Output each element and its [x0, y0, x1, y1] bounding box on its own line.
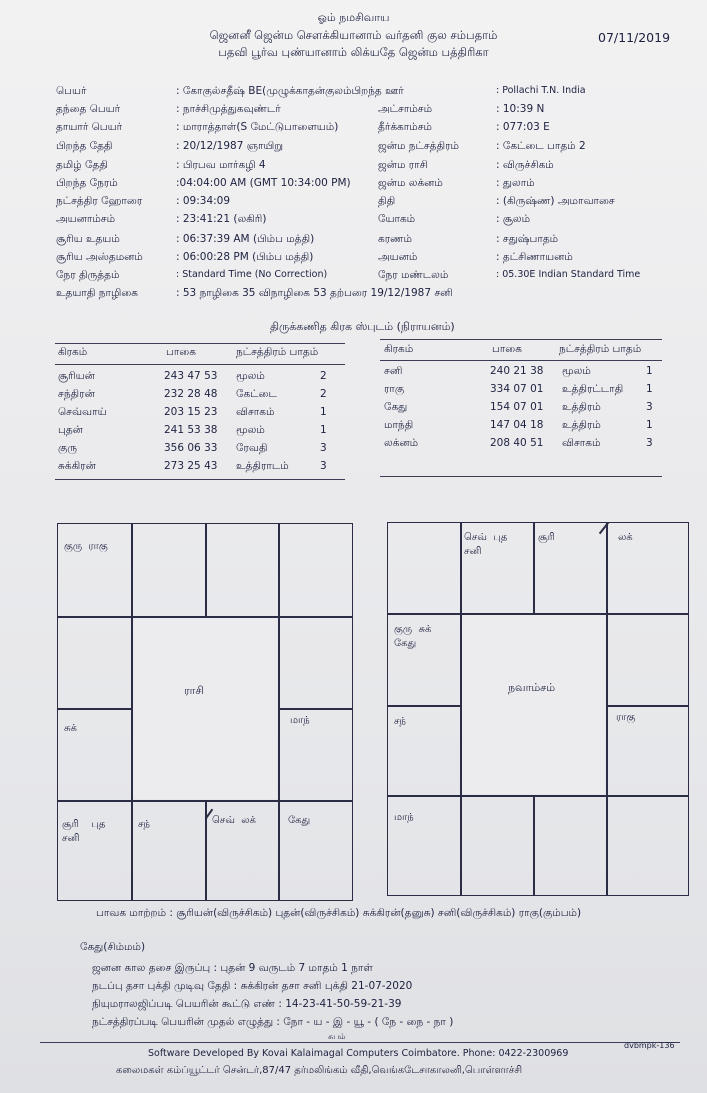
bhava-change-line: பாவக மாற்றம் : சூரியன்(விருச்சிகம்) புதன்(விருச்சிகம்) சுக்கிரன்(தனுசு) சனி(விருச்சிகம்) ராகு(கும்பம்) — [96, 907, 582, 919]
detail-value: : 06:37:39 AM (பிம்ப மத்தி) — [176, 233, 315, 245]
planet-pada: 3 — [320, 460, 327, 472]
detail-value: : மாராத்தாள்(S மேட்டுபாளையம்) — [176, 121, 339, 133]
col-star-pada: நட்சத்திரம் பாதம் — [236, 346, 319, 358]
detail-label: தாயார் பெயர் — [56, 121, 123, 133]
planet-degree: 243 47 53 — [164, 370, 218, 382]
header-verse-1: ஜெனனீ ஜென்ம சௌக்கியானாம் வர்தனி குல சம்பதாம் — [209, 28, 498, 42]
rasi-house-bottom-3: செவ் லக் — [212, 815, 256, 826]
navamsa-house-left-1: குரு சுக் கேது — [394, 624, 432, 649]
planet-pada: 1 — [646, 365, 653, 377]
detail-label: பெயர் — [56, 85, 87, 97]
detail-value: : 23:41:21 (லகிரி) — [176, 213, 267, 225]
detail-value-right: : விருச்சிகம் — [496, 159, 554, 171]
bhava-change-line-2: கேது(சிம்மம்) — [80, 941, 146, 953]
col-planet: கிரகம் — [58, 346, 88, 358]
table-row — [58, 370, 348, 386]
detail-value: : நாச்சிமுத்துகவுண்டர் — [176, 103, 281, 115]
planet-pada: 1 — [320, 406, 327, 418]
detail-label-right: அயனம் — [378, 251, 418, 263]
planet-degree: 203 15 23 — [164, 406, 218, 418]
planet-name: ராகு — [384, 383, 405, 395]
detail-label-right: அட்சாம்சம் — [378, 103, 433, 115]
rasi-house-top-left: குரு ராகு — [64, 541, 108, 552]
planet-name: குரு — [58, 442, 78, 454]
table-row — [384, 365, 674, 381]
detail-value: : 06:00:28 PM (பிம்ப மத்தி) — [176, 251, 314, 263]
table-row — [384, 419, 674, 435]
table-row — [384, 401, 674, 417]
navamsa-center-label: நவாம்சம் — [508, 681, 556, 694]
planet-degree: 241 53 38 — [164, 424, 218, 436]
navamsa-house-bottom-left: மாந் — [394, 812, 414, 823]
col-star-pada-r: நட்சத்திரம் பாதம் — [559, 343, 642, 355]
table-row — [58, 388, 348, 404]
dasa-balance: ஜனன கால தசை இருப்பு : புதன் 9 வருடம் 7 மாதம் 1 நாள் — [92, 962, 373, 974]
planet-pada: 1 — [646, 383, 653, 395]
planet-name: லக்னம் — [384, 437, 419, 449]
detail-value: : பிரபவ மார்கழி 4 — [176, 159, 266, 171]
table-row — [58, 406, 348, 422]
planet-name: சுக்கிரன் — [58, 460, 96, 472]
planet-degree: 208 40 51 — [490, 437, 544, 449]
planet-star: விசாகம் — [562, 437, 601, 449]
col-degree-r: பாகை — [492, 343, 522, 355]
planet-star: மூலம் — [236, 424, 265, 436]
planet-name: சூரியன் — [58, 370, 95, 382]
software-credit: Software Developed By Kovai Kalaimagal Computers Coimbatore. Phone: 0422-2300969 — [148, 1048, 569, 1059]
detail-label: சூரிய அஸ்தமனம் — [56, 251, 143, 263]
planet-star: உத்திரம் — [562, 419, 601, 431]
detail-label-right: ஜன்ம நட்சத்திரம் — [378, 140, 459, 152]
planet-star: மூலம் — [236, 370, 265, 382]
current-dasa: நடப்பு தசா புக்தி முடிவு தேதி : சுக்கிரன் தசா சனி புக்தி 21-07-2020 — [92, 980, 413, 992]
detail-label: பிறந்த தேதி — [56, 140, 113, 152]
navamsa-house-right-2: ராகு — [616, 712, 636, 723]
detail-value: : 20/12/1987 ஞாயிறு — [176, 140, 284, 152]
planet-star: கேட்டை — [236, 388, 277, 400]
detail-label-right: ஜன்ம ராசி — [378, 159, 428, 171]
detail-value-right: : துலாம் — [496, 177, 535, 189]
planet-name: சனி — [384, 365, 403, 377]
planet-pada: 1 — [646, 419, 653, 431]
detail-label: தமிழ் தேதி — [56, 159, 108, 171]
detail-value: : கோகுல்சதீஷ் BE(முழுக்காதன்குலம்பிறந்த ஊர் — [176, 85, 404, 97]
navamsa-house-top-3: சூரி — [538, 532, 555, 543]
rasi-house-bottom-left: சூரி புத சனி — [62, 819, 106, 844]
rasi-house-right-2: மாந் — [290, 715, 310, 726]
planet-star: விசாகம் — [236, 406, 275, 418]
planet-degree: 147 04 18 — [490, 419, 544, 431]
table-row — [58, 460, 348, 476]
planet-star: ரேவதி — [236, 442, 268, 454]
numerology-line: நியுமராலஜிப்படி பெயரின் கூட்டு எண் : 14-23-41-50-59-21-39 — [92, 998, 402, 1010]
planet-name: கேது — [384, 401, 408, 413]
planet-star: உத்திரம் — [562, 401, 601, 413]
col-planet-r: கிரகம் — [384, 343, 414, 355]
detail-value-right: : தட்சிணாயனம் — [496, 251, 573, 263]
planet-table-title: திருக்கணித கிரக ஸ்புடம் (நிராயனம்) — [270, 320, 455, 333]
detail-label: அயனாம்சம் — [56, 213, 116, 225]
detail-value: :04:04:00 AM (GMT 10:34:00 PM) — [176, 177, 351, 189]
planet-name: செவ்வாய் — [58, 406, 107, 418]
planet-name: சந்திரன் — [58, 388, 95, 400]
detail-label: உதயாதி நாழிகை — [56, 287, 139, 299]
table-right-header — [384, 343, 664, 359]
col-degree: பாகை — [166, 346, 196, 358]
navamsa-house-top-right: லக் — [618, 532, 633, 543]
planet-pada: 3 — [320, 442, 327, 454]
detail-label: தந்தை பெயர் — [56, 103, 121, 115]
planet-degree: 334 07 01 — [490, 383, 544, 395]
planet-degree: 232 28 48 — [164, 388, 218, 400]
detail-value-right: : 077:03 E — [496, 121, 550, 133]
navamsa-house-top-2: செவ் புத சனி — [464, 532, 508, 557]
planet-pada: 2 — [320, 370, 327, 382]
auspicious-mark: சுபம் — [328, 1032, 346, 1041]
planet-degree: 356 06 33 — [164, 442, 218, 454]
table-row — [58, 442, 348, 458]
detail-value-right: : 05.30E Indian Standard Time — [496, 269, 641, 280]
navamsa-house-left-2: சந் — [394, 716, 406, 727]
detail-value-right: : சதுஷ்பாதம் — [496, 233, 559, 245]
detail-label: நட்சத்திர ஹோரை — [56, 195, 143, 207]
center-address: கலைமகள் கம்ப்யூட்டர் சென்டர்,87/47 தர்மலிங்கம் வீதி,வெங்கடேசாகாலனி,பொள்ளாச்சி — [116, 1065, 523, 1076]
planet-degree: 154 07 01 — [490, 401, 544, 413]
table-left-header — [58, 346, 348, 362]
planet-star: மூலம் — [562, 365, 591, 377]
header-invocation: ஓம் நமசிவாய — [317, 11, 390, 24]
detail-value-right: : சூலம் — [496, 213, 531, 225]
planet-name: மாந்தி — [384, 419, 414, 431]
print-date: 07/11/2019 — [598, 30, 671, 45]
detail-value: : Standard Time (No Correction) — [176, 269, 328, 280]
planet-star: உத்திராடம் — [236, 460, 289, 472]
first-letters-line: நட்சத்திரப்படி பெயரின் முதல் எழுத்து : நோ - ய - இ - யூ - ( நே - நை - நா ) — [92, 1016, 454, 1028]
header-verse-2: பதவி பூர்வ புண்யானாம் லிக்யதே ஜென்ம பத்திரிகா — [218, 45, 489, 59]
planet-pada: 1 — [320, 424, 327, 436]
table-row — [384, 437, 674, 453]
detail-label-right: நேர மண்டலம் — [378, 269, 449, 281]
detail-value-right: : (கிருஷ்ண) அமாவாசை — [496, 195, 615, 207]
rasi-house-left-2: சுக் — [64, 723, 77, 734]
detail-label-right: திதி — [378, 195, 396, 207]
table-row — [58, 424, 348, 440]
detail-value: : 53 நாழிகை 35 விநாழிகை 53 தற்பரை 19/12/1987 சனி — [176, 287, 453, 299]
form-code: dvbmpk-136 — [624, 1041, 675, 1050]
detail-label-right: தீர்க்காம்சம் — [378, 121, 432, 133]
detail-value-right: : 10:39 N — [496, 103, 545, 115]
table-row — [384, 383, 674, 399]
rasi-house-bottom-right: கேது — [288, 815, 311, 826]
rasi-center-label: ராசி — [184, 684, 205, 697]
detail-value-right: : கேட்டை பாதம் 2 — [496, 140, 586, 152]
planet-degree: 240 21 38 — [490, 365, 544, 377]
planet-name: புதன் — [58, 424, 83, 436]
planet-pada: 3 — [646, 437, 653, 449]
detail-label-right: யோகம் — [378, 213, 416, 225]
detail-label: பிறந்த நேரம் — [56, 177, 118, 189]
detail-value: : 09:34:09 — [176, 195, 231, 207]
planet-star: உத்திரட்டாதி — [562, 383, 624, 395]
detail-label: சூரிய உதயம் — [56, 233, 120, 245]
planet-degree: 273 25 43 — [164, 460, 218, 472]
navamsa-chart — [387, 522, 689, 896]
rasi-chart — [57, 523, 353, 901]
detail-value-right: : Pollachi T.N. India — [496, 85, 586, 96]
detail-label: நேர திருத்தம் — [56, 269, 120, 281]
detail-label-right: ஜன்ம லக்னம் — [378, 177, 443, 189]
planet-pada: 3 — [646, 401, 653, 413]
rasi-house-bottom-2: சந் — [138, 819, 150, 830]
planet-pada: 2 — [320, 388, 327, 400]
detail-label-right: கரணம் — [378, 233, 412, 245]
